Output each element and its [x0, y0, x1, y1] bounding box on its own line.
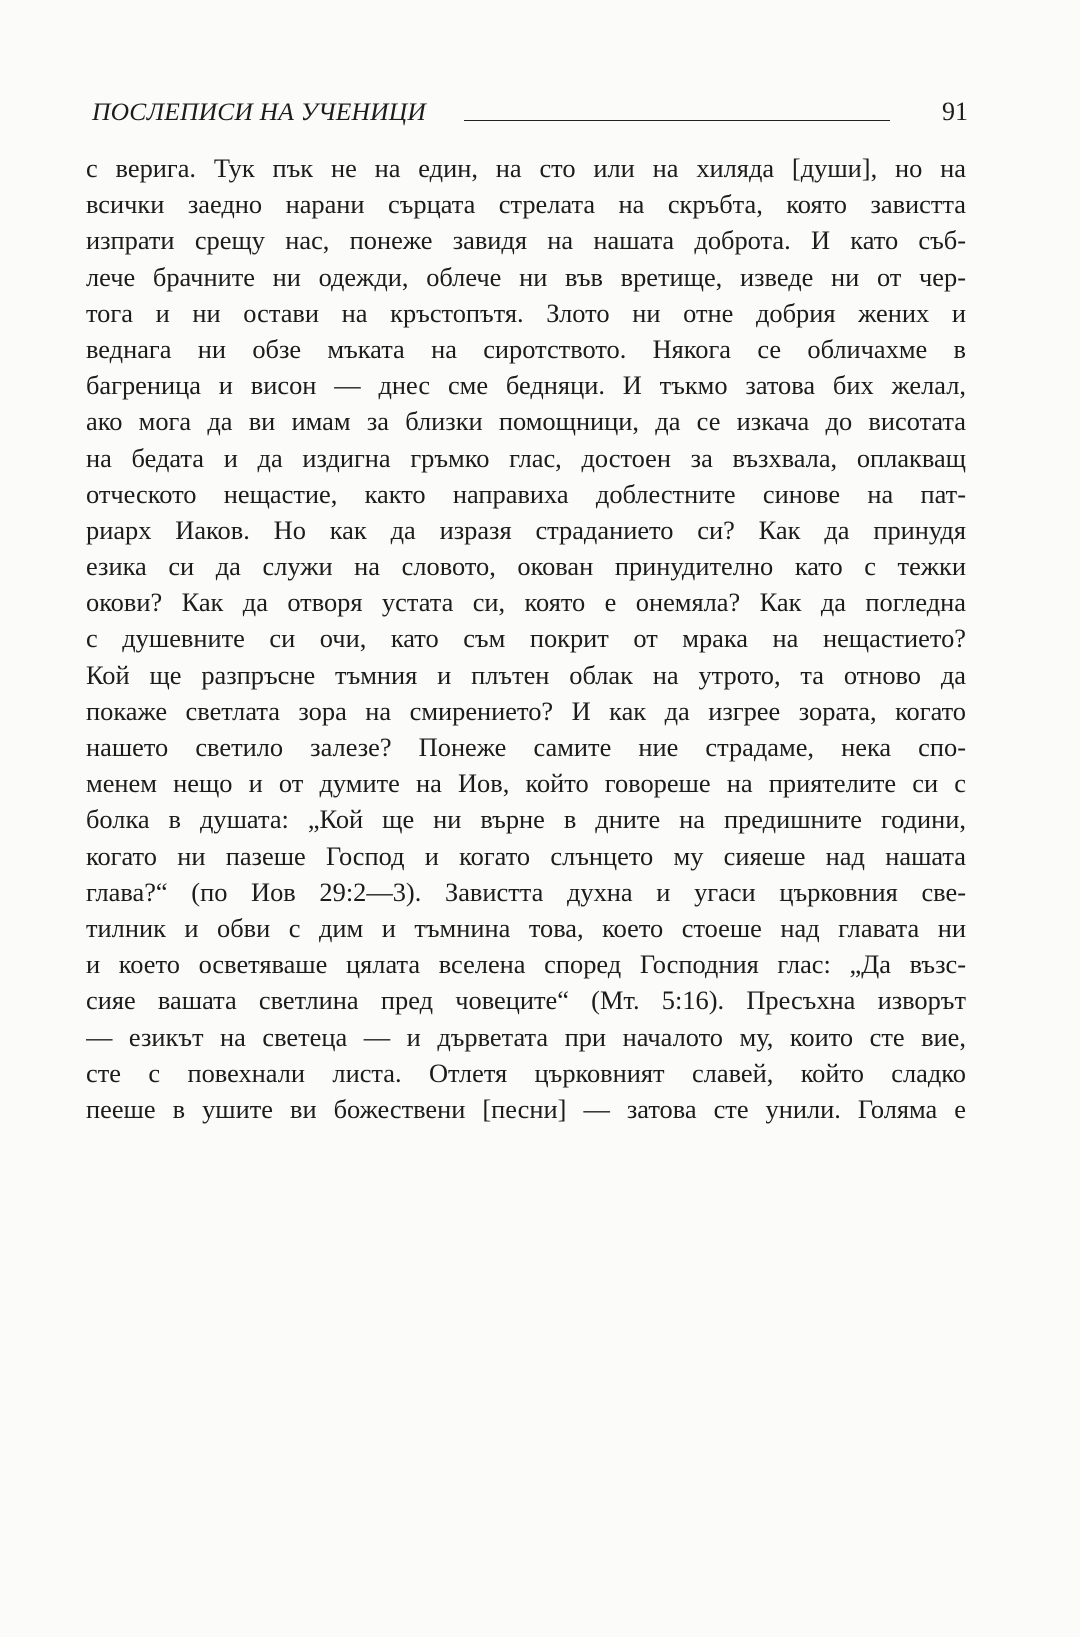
- running-title: ПОСЛЕПИСИ НА УЧЕНИЦИ: [92, 97, 426, 126]
- text-line: пееше в ушите ви божествени [песни] — затова сте унили. Голяма е: [86, 1093, 966, 1124]
- text-line: и което осветяваше цялата вселена според Господния глас: „Да възс-: [86, 949, 966, 980]
- text-line: покаже светлата зора на смирението? И как да изгрее зората, когато: [86, 695, 966, 726]
- text-line: — езикът на светеца — и дърветата при началото му, които сте вие,: [86, 1021, 966, 1052]
- running-header: [92, 92, 968, 132]
- text-line: багреница и висон — днес сме бедняци. И тъкмо затова бих желал,: [86, 370, 966, 401]
- text-line: нашето светило залезе? Понеже самите ние страдаме, нека спо-: [86, 732, 966, 762]
- text-line: риарх Иаков. Но как да изразя страданието си? Как да принудя: [86, 514, 966, 545]
- text-line: с душевните си очи, като съм покрит от мрака на нещастието?: [86, 623, 966, 654]
- page-number: 91: [942, 97, 968, 126]
- body-text: [86, 150, 966, 1127]
- text-line: сияе вашата светлина пред човеците“ (Мт. 5:16). Пресъхна изворът: [86, 985, 966, 1016]
- text-line: лече брачните ни одежди, облече ни във вретище, изведе ни от чер-: [86, 261, 966, 292]
- text-line: глава?“ (по Иов 29:2—3). Завистта духна и угаси църковния све-: [86, 876, 966, 907]
- text-line: на бедата и да издигна гръмко глас, достоен за възхвала, оплакващ: [86, 442, 966, 473]
- text-line: езика си да служи на словото, окован принудително като с тежки: [86, 551, 966, 582]
- text-line: болка в душата: „Кой ще ни върне в дните на предишните години,: [86, 804, 966, 835]
- text-line: всички заедно нарани сърцата стрелата на скръбта, която завистта: [86, 189, 966, 220]
- text-line: с верига. Тук пък не на един, на сто или на хиляда [души], но на: [86, 153, 966, 183]
- text-line: ако мога да ви имам за близки помощници, да се изкача до висотата: [86, 406, 966, 437]
- text-line: окови? Как да отворя устата си, която е онемяла? Как да погледна: [86, 587, 966, 618]
- text-line: тилник и обви с дим и тъмнина това, което стоеше над главата ни: [86, 912, 966, 943]
- text-line: когато ни пазеше Господ и когато слънцето му сияеше над нашата: [86, 840, 966, 871]
- text-line: веднага ни обзе мъката на сиротството. Някога се обличахме в: [86, 333, 966, 364]
- text-line: изпрати срещу нас, понеже завидя на нашата доброта. И като съб-: [86, 225, 966, 256]
- header-rule: [464, 120, 890, 121]
- text-line: отческото нещастие, както направиха доблестните синове на пат-: [86, 478, 966, 509]
- text-line: тога и ни остави на кръстопътя. Злото ни отне добрия жених и: [86, 297, 966, 328]
- text-line: Кой ще разпръсне тъмния и плътен облак на утрото, та отново да: [86, 659, 966, 690]
- text-line: менем нещо и от думите на Иов, който говореше на приятелите си с: [86, 768, 966, 799]
- text-line: сте с повехнали листа. Отлетя църковният славей, който сладко: [86, 1057, 966, 1088]
